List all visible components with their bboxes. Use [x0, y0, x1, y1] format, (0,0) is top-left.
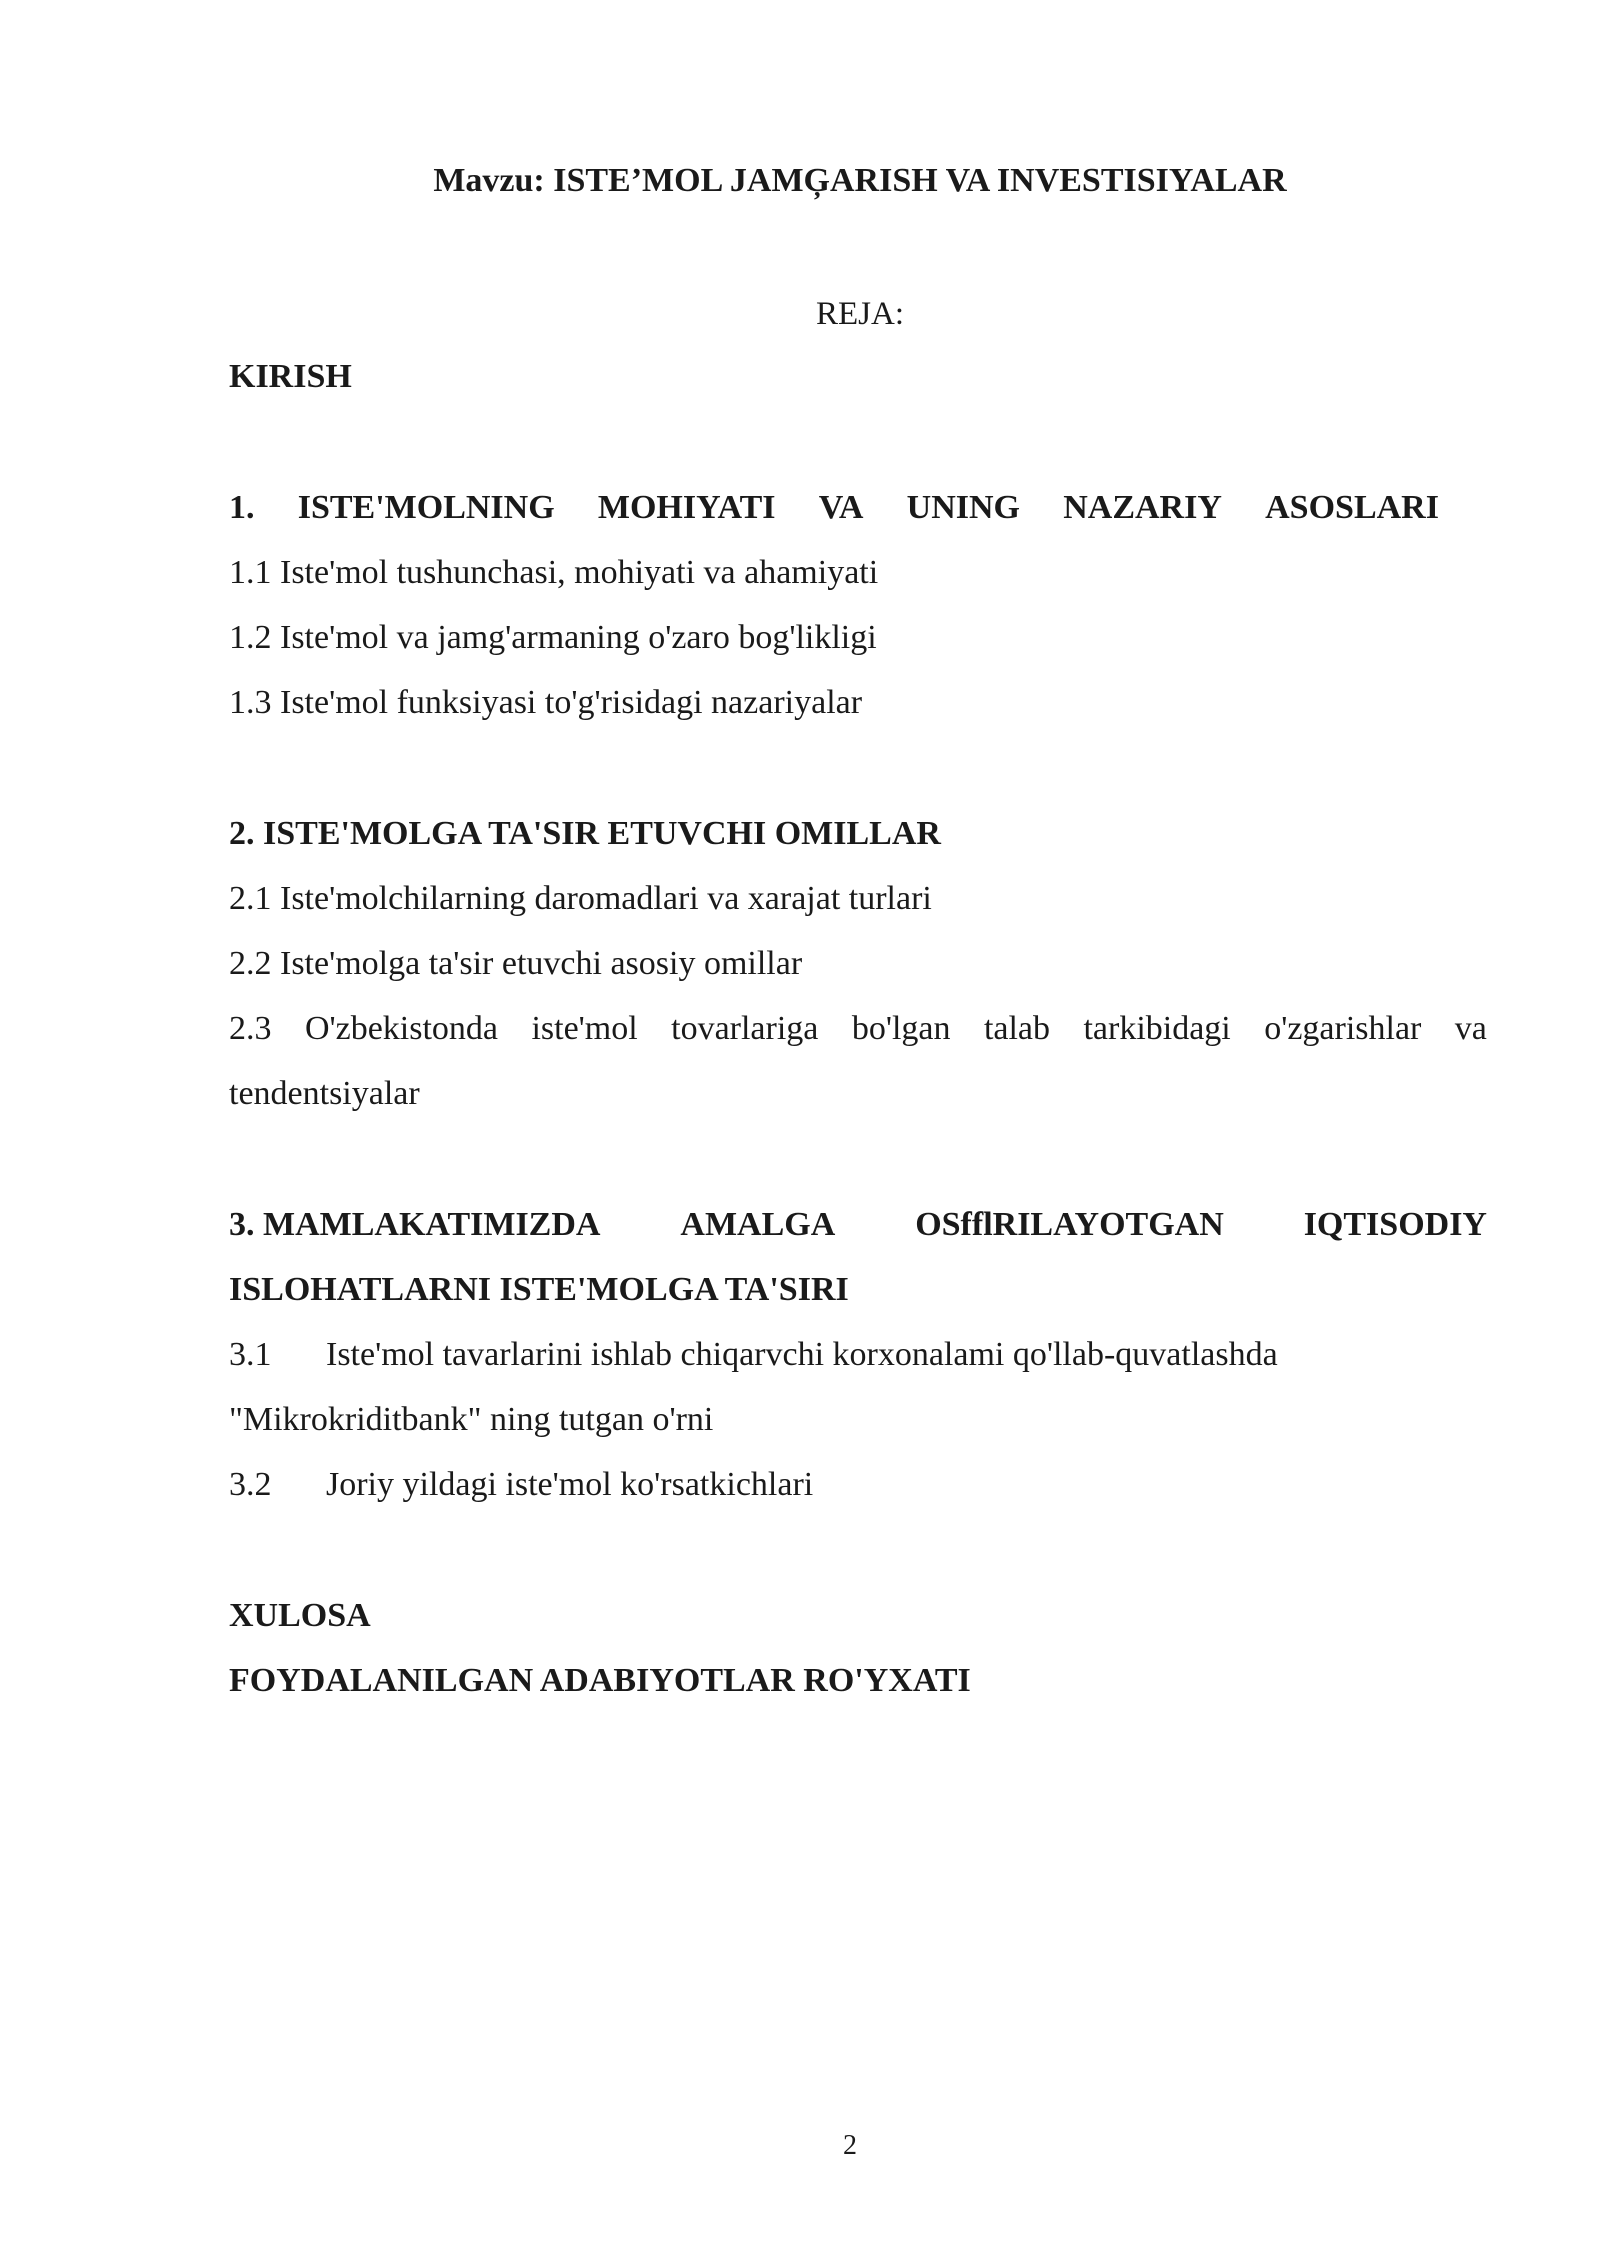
section3-item-1-number: 3.1 — [229, 1336, 272, 1373]
plan-heading: REJA: — [815, 296, 904, 332]
section1-item-1: 1.1 Iste'mol tushunchasi, mohiyati va ahamiyati — [229, 554, 879, 591]
heading-word: OSfflRILAYOTGAN — [915, 1206, 1224, 1243]
heading-word: NAZARIY — [1063, 489, 1222, 526]
section2-item-3-words — [229, 1007, 1487, 1051]
section1-heading — [229, 486, 1439, 530]
section3-item-2-number: 3.2 — [229, 1466, 272, 1503]
section3-heading-line2: ISLOHATLARNI ISTE'MOLGA TA'SIRI — [229, 1271, 849, 1308]
section2-item-3-line2: tendentsiyalar — [229, 1075, 420, 1112]
section2-item-3-line1 — [229, 1007, 1487, 1051]
section3-item-1-text: Iste'mol tavarlarini ishlab chiqarvchi korxonalami qo'llab-quvatlashda — [326, 1336, 1278, 1373]
item-word: iste'mol — [531, 1010, 638, 1047]
section2-item-2: 2.2 Iste'molga ta'sir etuvchi asosiy omillar — [229, 945, 803, 982]
page-number: 2 — [843, 2130, 857, 2161]
section1-item-3: 1.3 Iste'mol funksiyasi to'g'risidagi nazariyalar — [229, 684, 863, 721]
heading-word: 3. MAMLAKATIMIZDA — [229, 1206, 601, 1243]
heading-word: VA — [818, 489, 864, 526]
item-word: 2.3 — [229, 1010, 272, 1047]
section3-item-2-text: Joriy yildagi iste'mol ko'rsatkichlari — [326, 1466, 814, 1503]
item-word: tarkibidagi — [1083, 1010, 1231, 1047]
item-word: tovarlariga — [671, 1010, 819, 1047]
section3-heading-words — [229, 1203, 1487, 1247]
section3-item-2 — [229, 1463, 813, 1507]
section3-heading-line1 — [229, 1203, 1487, 1247]
item-word: va — [1454, 1010, 1487, 1047]
item-word: o'zgarishlar — [1264, 1010, 1422, 1047]
section2-heading: 2. ISTE'MOLGA TA'SIR ETUVCHI OMILLAR — [229, 815, 941, 852]
section3-item-1-line2: "Mikrokriditbank" ning tutgan o'rni — [229, 1401, 714, 1438]
document-title: Mavzu: ISTE’MOL JAMĢARISH VA INVESTISIYALAR — [433, 162, 1287, 199]
heading-word: 1. — [229, 489, 255, 526]
conclusion-heading: XULOSA — [229, 1597, 371, 1634]
heading-word: AMALGA — [680, 1206, 836, 1243]
heading-word: IQTISODIY — [1303, 1206, 1487, 1243]
section1-item-2: 1.2 Iste'mol va jamg'armaning o'zaro bog'likligi — [229, 619, 877, 656]
item-word: O'zbekistonda — [304, 1010, 499, 1047]
section1-heading-words — [229, 486, 1439, 530]
item-word: bo'lgan — [851, 1010, 951, 1047]
references-heading: FOYDALANILGAN ADABIYOTLAR RO'YXATI — [229, 1662, 971, 1699]
item-word: talab — [983, 1010, 1051, 1047]
heading-word: ASOSLARI — [1265, 489, 1439, 526]
heading-word: ISTE'MOLNING — [297, 489, 555, 526]
heading-word: UNING — [906, 489, 1020, 526]
section2-item-1: 2.1 Iste'molchilarning daromadlari va xarajat turlari — [229, 880, 932, 917]
heading-word: MOHIYATI — [597, 489, 776, 526]
intro-heading: KIRISH — [229, 358, 352, 395]
section3-item-1-line1 — [229, 1333, 1278, 1377]
